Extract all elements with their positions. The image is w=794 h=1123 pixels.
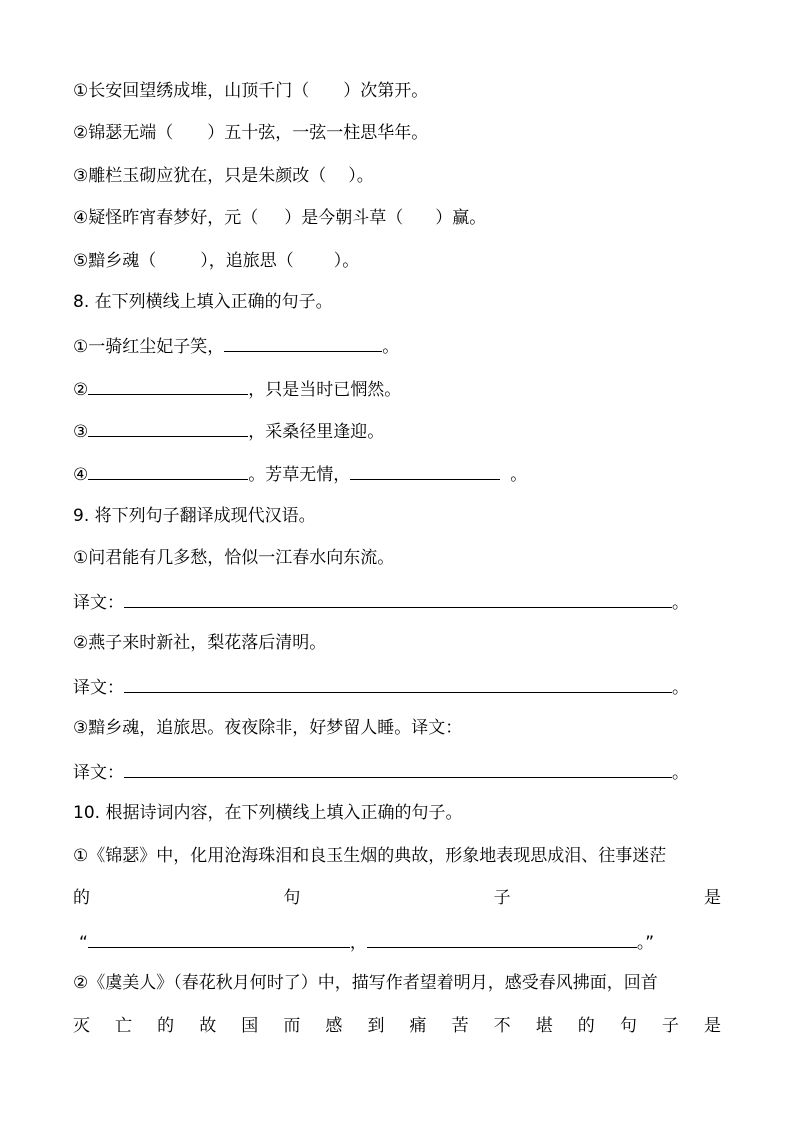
q8-item-1: ①一骑红尘妃子笑， 。 — [73, 333, 399, 359]
paren-gap[interactable] — [294, 248, 334, 266]
q7-item-1: ①长安回望绣成堆，山顶千门（ ）次第开。 — [73, 78, 428, 103]
q9-sentence-3: ③黯乡魂，追旅思。夜夜除非，好梦留人睡。译文： — [73, 718, 463, 738]
q8-item-4: ④ 。芳草无情， 。 — [73, 461, 527, 487]
answer-blank[interactable] — [88, 461, 248, 480]
answer-blank[interactable] — [88, 376, 248, 395]
paren-gap[interactable] — [258, 205, 284, 223]
answer-blank[interactable] — [224, 333, 382, 352]
paren-gap[interactable] — [156, 248, 200, 266]
answer-blank[interactable] — [124, 589, 672, 608]
q10-title: 10. 根据诗词内容，在下列横线上填入正确的句子。 — [73, 803, 463, 823]
q9-translation-2: 译文： 。 — [73, 674, 689, 700]
answer-blank[interactable] — [88, 418, 248, 437]
q10-prompt-2-cont: 灭 亡 的 故 国 而 感 到 痛 苦 不 堪 的 句 子 是 — [73, 1016, 721, 1036]
answer-blank[interactable] — [367, 929, 637, 948]
q8-item-2: ② ，只是当时已惘然。 — [73, 376, 401, 402]
q9-sentence-2: ②燕子来时新社，梨花落后清明。 — [73, 633, 327, 653]
answer-blank[interactable] — [88, 929, 350, 948]
answer-blank[interactable] — [124, 674, 672, 693]
q9-translation-1: 译文： 。 — [73, 589, 689, 615]
q7-item-3: ③雕栏玉砌应犹在，只是朱颜改（ ）。 — [73, 163, 374, 188]
q10-answer-1: “ ， 。” — [79, 929, 654, 955]
answer-blank[interactable] — [350, 461, 500, 480]
q8-title: 8. 在下列横线上填入正确的句子。 — [73, 292, 333, 312]
q7-item-5: ⑤黯乡魂（ ），追旅思（ ）。 — [73, 248, 359, 273]
q10-prompt-2: ②《虞美人》（春花秋月何时了）中，描写作者望着明月，感受春风拂面，回首 — [73, 973, 658, 993]
q9-title: 9. 将下列句子翻译成现代汉语。 — [73, 506, 316, 526]
paren-gap[interactable] — [173, 120, 207, 138]
paren-gap[interactable] — [403, 205, 435, 223]
q7-item-2: ②锦瑟无端（ ）五十弦，一弦一柱思华年。 — [73, 120, 428, 145]
q9-sentence-1: ①问君能有几多愁，恰似一江春水向东流。 — [73, 548, 395, 568]
paren-gap[interactable] — [326, 163, 348, 181]
answer-blank[interactable] — [124, 759, 672, 778]
q7-item-4: ④疑怪昨宵春梦好，元（ ）是今朝斗草（ ）赢。 — [73, 205, 486, 230]
q8-item-3: ③ ，采桑径里逢迎。 — [73, 418, 384, 444]
q10-prompt-1-cont: 的 句 子 是 — [73, 888, 721, 908]
paren-gap[interactable] — [309, 78, 343, 96]
q10-prompt-1: ①《锦瑟》中，化用沧海珠泪和良玉生烟的典故，形象地表现思成泪、往事迷茫 — [73, 846, 667, 866]
q9-translation-3: 译文： 。 — [73, 759, 689, 785]
